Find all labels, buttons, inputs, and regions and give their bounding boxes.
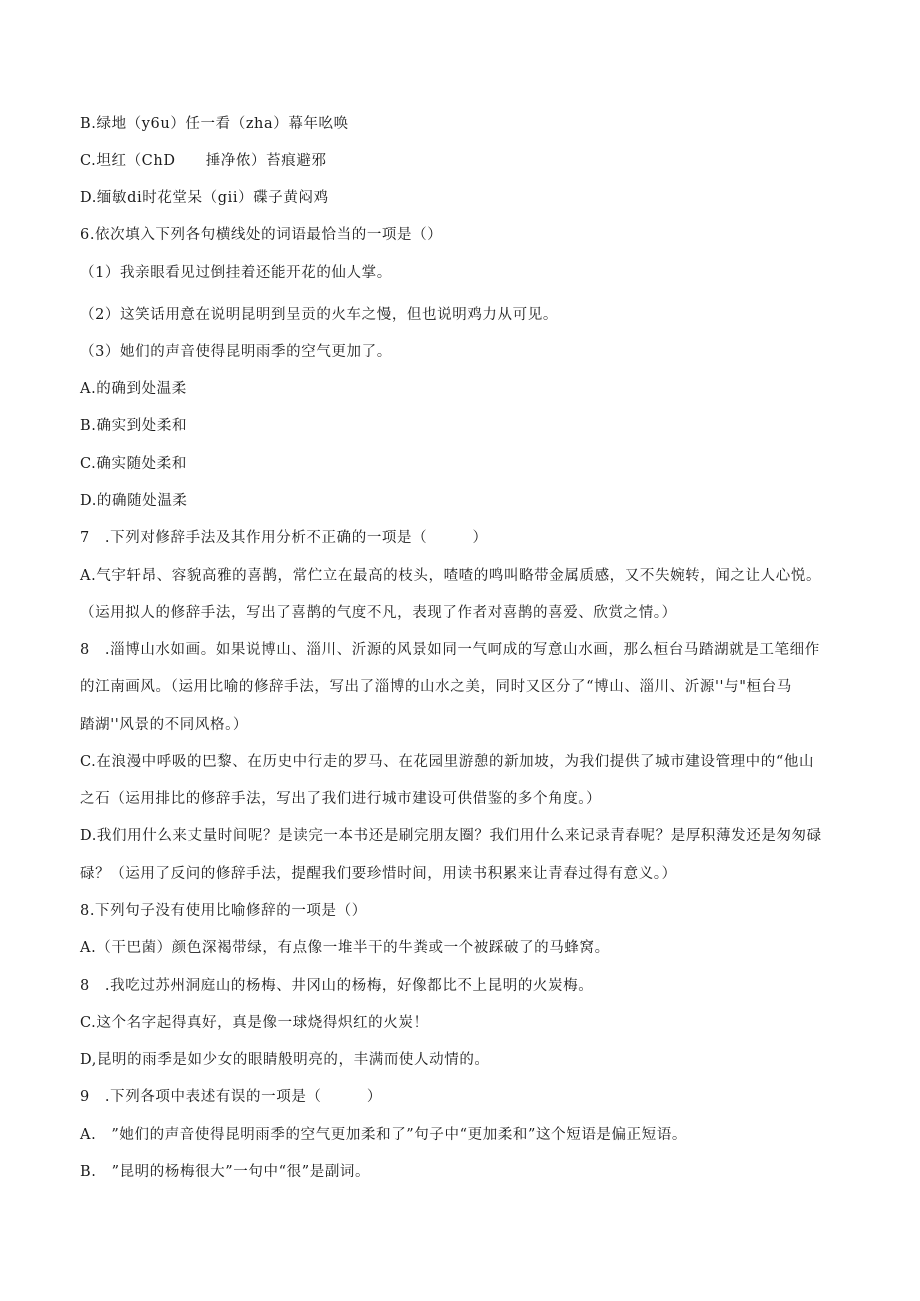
option-c-pinyin: C.坦红（ChD 捶净侬）苔痕避邪 <box>80 153 327 169</box>
question-7-option-b-line-3: 踏湖''风景的不同风格。） <box>80 717 249 733</box>
question-8-stem: 8.下列句子没有使用比喻修辞的一项是（） <box>80 903 367 919</box>
question-7-stem: 7 .下列对修辞手法及其作用分析不正确的一项是（ ） <box>80 530 488 546</box>
question-9-option-a: A. ”她们的声音使得昆明雨季的空气更加柔和了”句子中“更加柔和”这个短语是偏正短语。 <box>80 1127 688 1143</box>
option-d-pinyin: D.缅敏di时花堂呆（gii）碟子黄闷鸡 <box>80 190 329 206</box>
question-6-sentence-1: （1）我亲眼看见过倒挂着还能开花的仙人掌。 <box>80 265 392 281</box>
question-6-option-a: A.的确到处温柔 <box>80 381 187 397</box>
question-6-option-b: B.确实到处柔和 <box>80 418 188 434</box>
option-b-pinyin: B.绿地（y6u）任一看（zha）幕年吆唤 <box>80 116 349 132</box>
question-7-option-b-line-1: 8 .淄博山水如画。如果说博山、淄川、沂源的风景如同一气呵成的写意山水画，那么桓台马踏湖就是工笔细作 <box>80 642 820 658</box>
question-8-option-c: C.这个名字起得真好，真是像一球烧得炽红的火炭！ <box>80 1015 429 1031</box>
question-7-option-d-line-1: D.我们用什么来丈量时间呢？是读完一本书还是刷完朋友圈？我们用什么来记录青春呢？是厚积薄发还是匆匆碌 <box>80 828 822 844</box>
question-7-option-a: A.气宇轩昂、容貌高雅的喜鹊，常伫立在最高的枝头，喳喳的鸣叫略带金属质感，又不失婉转，闻之让人心悦。 <box>80 568 822 584</box>
question-7-option-a-note: （运用拟人的修辞手法，写出了喜鹊的气度不凡，表现了作者对喜鹊的喜爱、欣赏之情。） <box>80 605 677 621</box>
question-7-option-c-line-2: 之石（运用排比的修辞手法，写出了我们进行城市建设可供借鉴的多个角度。） <box>80 791 602 807</box>
question-6-option-c: C.确实随处柔和 <box>80 456 187 472</box>
question-8-option-d: D,昆明的雨季是如少女的眼睛般明亮的，丰满而使人动情的。 <box>80 1052 490 1068</box>
question-7-option-c-line-1: C.在浪漫中呼吸的巴黎、在历史中行走的罗马、在花园里游憩的新加坡，为我们提供了城市建设管理中的“他山 <box>80 754 815 770</box>
question-7-option-d-line-2: 碌？（运用了反问的修辞手法，提醒我们要珍惜时间，用读书积累来让青春过得有意义。） <box>80 866 677 882</box>
question-8-option-a: A.（干巴菌）颜色深褐带绿，有点像一堆半干的牛粪或一个被踩破了的马蜂窝。 <box>80 940 610 956</box>
question-6-sentence-3: （3）她们的声音使得昆明雨季的空气更加了。 <box>80 344 392 360</box>
question-8-option-b: 8 .我吃过苏州洞庭山的杨梅、井冈山的杨梅，好像都比不上昆明的火炭梅。 <box>80 978 594 994</box>
question-9-stem: 9 .下列各项中表述有误的一项是（ ） <box>80 1089 382 1105</box>
question-6-option-d: D.的确随处温柔 <box>80 493 188 509</box>
question-6-sentence-2: （2）这笑话用意在说明昆明到呈贡的火车之慢，但也说明鸡力从可见。 <box>80 307 558 323</box>
question-7-option-b-line-2: 的江南画风。（运用比喻的修辞手法，写出了淄博的山水之美，同时又区分了“博山、淄川、沂源''与"桓台马 <box>80 679 792 695</box>
question-6-stem: 6.依次填入下列各句横线处的词语最恰当的一项是（） <box>80 227 443 243</box>
question-9-option-b: B. ”昆明的杨梅很大”一句中“很”是副词。 <box>80 1164 371 1180</box>
